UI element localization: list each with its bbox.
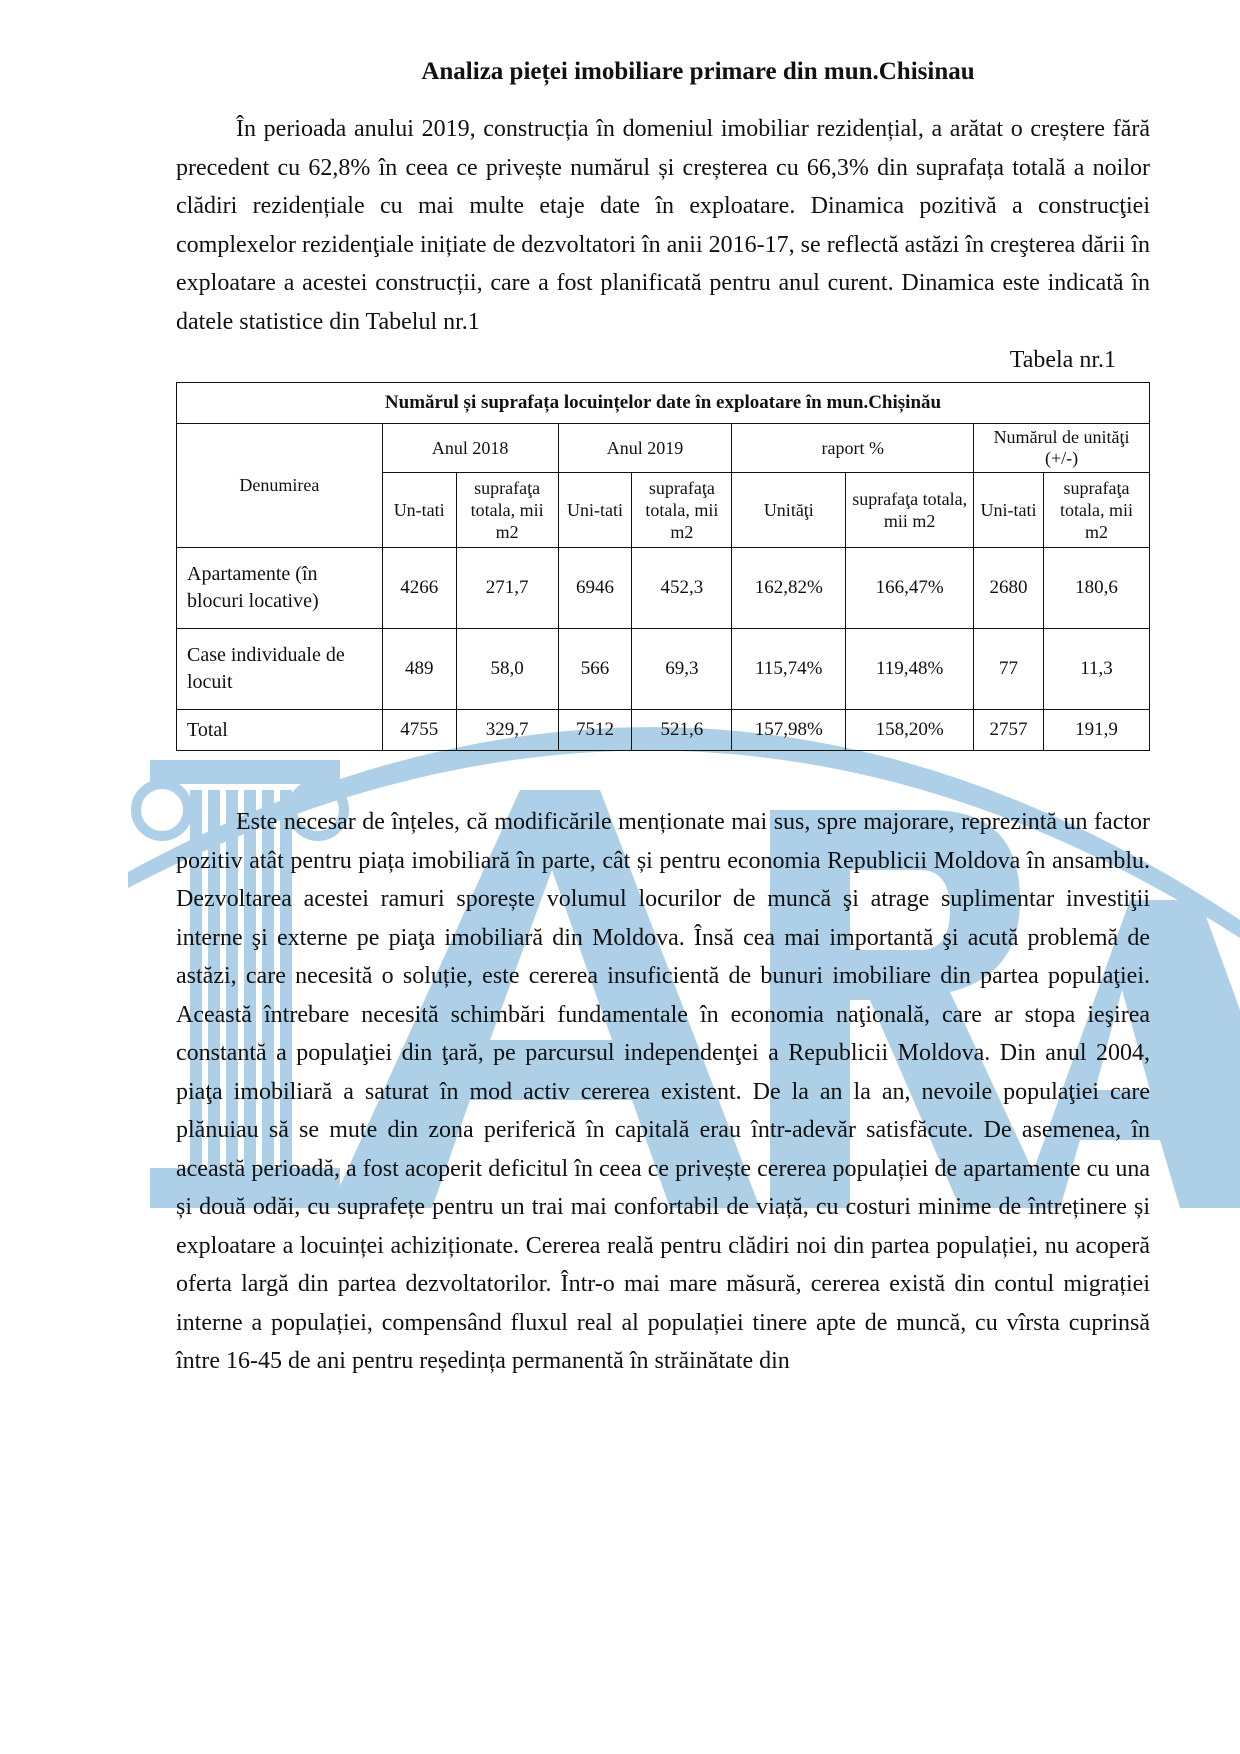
header-anul-2019: Anul 2019 xyxy=(558,424,732,473)
table-cell: 521,6 xyxy=(632,710,732,751)
table-cell: 489 xyxy=(382,629,456,710)
table-cell: 2757 xyxy=(974,710,1044,751)
table-row xyxy=(177,629,1150,710)
table-cell: 11,3 xyxy=(1044,629,1150,710)
document-title: Analiza pieței imobiliare primare din mun.Chisinau xyxy=(421,58,975,85)
subheader-cell: Unităţi xyxy=(732,473,846,548)
table-cell: 119,48% xyxy=(846,629,974,710)
table-cell: 69,3 xyxy=(632,629,732,710)
table-cell: 271,7 xyxy=(456,548,558,629)
housing-statistics-table xyxy=(176,382,1150,751)
subheader-cell: suprafaţa totala, mii m2 xyxy=(846,473,974,548)
header-denumirea: Denumirea xyxy=(177,424,383,548)
subheader-cell: suprafaţa totala, mii m2 xyxy=(1044,473,1150,548)
row-name: Apartamente (în blocuri locative) xyxy=(177,548,383,629)
header-anul-2018: Anul 2018 xyxy=(382,424,558,473)
intro-paragraph: În perioada anului 2019, construcția în domeniul imobiliar rezidențial, a arătat o creștere fără precedent cu 62,8% în ceea ce privește numărul și creșterea cu 66,3% din suprafața totală a noilor clădiri rezidențiale cu mai multe etaje date în exploatare. Dinamica pozitivă a construcţiei complexelor rezidenţiale inițiate de dezvoltatori în anii 2016-17, se reflectă astăzi în creşterea dării în exploatare a acestei construcții, care a fost planificată pentru anul curent. Dinamica este indicată în datele statistice din Tabelul nr.1 xyxy=(176,116,1150,335)
table-cell: 329,7 xyxy=(456,710,558,751)
table-cell: 180,6 xyxy=(1044,548,1150,629)
header-raport: raport % xyxy=(732,424,974,473)
body-paragraph: Este necesar de înțeles, că modificările menționate mai sus, spre majorare, reprezintă un factor pozitiv atât pentru piața imobiliară în parte, cât și pentru economia Republicii Moldova în ansamblu. Dezvoltarea acestei ramuri sporește volumul locurilor de muncă şi atrage suplimentar investiţii interne şi externe pe piaţa imobiliară din Moldova. Însă cea mai importantă şi acută problemă de astăzi, care necesită o soluție, este cererea insuficientă de bunuri imobiliare din partea populaţiei. Această întrebare necesită schimbări fundamentale în economia naţională, care ar stopa ieşirea constantă a populaţiei din ţară, pe parcursul independenţei a Republicii Moldova. Din anul 2004, piaţa imobiliară a saturat în mod activ cererea existent. De la an la an, nevoile populaţiei care plănuiau să se mute din zona periferică în capitală erau într-adevăr satisfăcute. De asemenea, în această perioadă, a fost acoperit deficitul în ceea ce privește cererea populației de apartamente cu una și două odăi, cu suprafețe pentru un trai mai confortabil de viață, cu costuri minime de întreținere și exploatare a locuinței achiziționate. Cererea reală pentru clădiri noi din partea populației, nu acoperă oferta largă din partea dezvoltatorilor. Într-o mai mare măsură, cererea există din contul migrației interne a populației, compensând fluxul real al populației tinere apte de muncă, cu vîrsta cuprinsă între 16-45 de ani pentru reședința permanentă în străinătate din xyxy=(176,809,1150,1374)
table-cell: 191,9 xyxy=(1044,710,1150,751)
table-cell: 115,74% xyxy=(732,629,846,710)
subheader-cell: suprafaţa totala, mii m2 xyxy=(456,473,558,548)
table-cell: 4755 xyxy=(382,710,456,751)
subheader-cell: Un-tati xyxy=(382,473,456,548)
subheader-cell: suprafaţa totala, mii m2 xyxy=(632,473,732,548)
document-content xyxy=(176,58,1150,1381)
table-cell: 157,98% xyxy=(732,710,846,751)
subheader-cell: Uni-tati xyxy=(558,473,632,548)
table-cell: 77 xyxy=(974,629,1044,710)
table-row xyxy=(177,548,1150,629)
table-cell: 158,20% xyxy=(846,710,974,751)
subheader-cell: Uni-tati xyxy=(974,473,1044,548)
table-cell: 2680 xyxy=(974,548,1044,629)
table-cell: 162,82% xyxy=(732,548,846,629)
header-numarul-unitati: Numărul de unităţi (+/-) xyxy=(974,424,1150,473)
table-cell: 166,47% xyxy=(846,548,974,629)
row-name: Case individuale de locuit xyxy=(177,629,383,710)
table-cell: 4266 xyxy=(382,548,456,629)
row-name: Total xyxy=(177,710,383,751)
table-cell: 6946 xyxy=(558,548,632,629)
table-cell: 566 xyxy=(558,629,632,710)
table-title: Numărul și suprafața locuințelor date în exploatare în mun.Chișinău xyxy=(177,383,1150,424)
table-row-total xyxy=(177,710,1150,751)
table-cell: 7512 xyxy=(558,710,632,751)
table-cell: 58,0 xyxy=(456,629,558,710)
table-cell: 452,3 xyxy=(632,548,732,629)
table-caption: Tabela nr.1 xyxy=(1009,347,1116,373)
